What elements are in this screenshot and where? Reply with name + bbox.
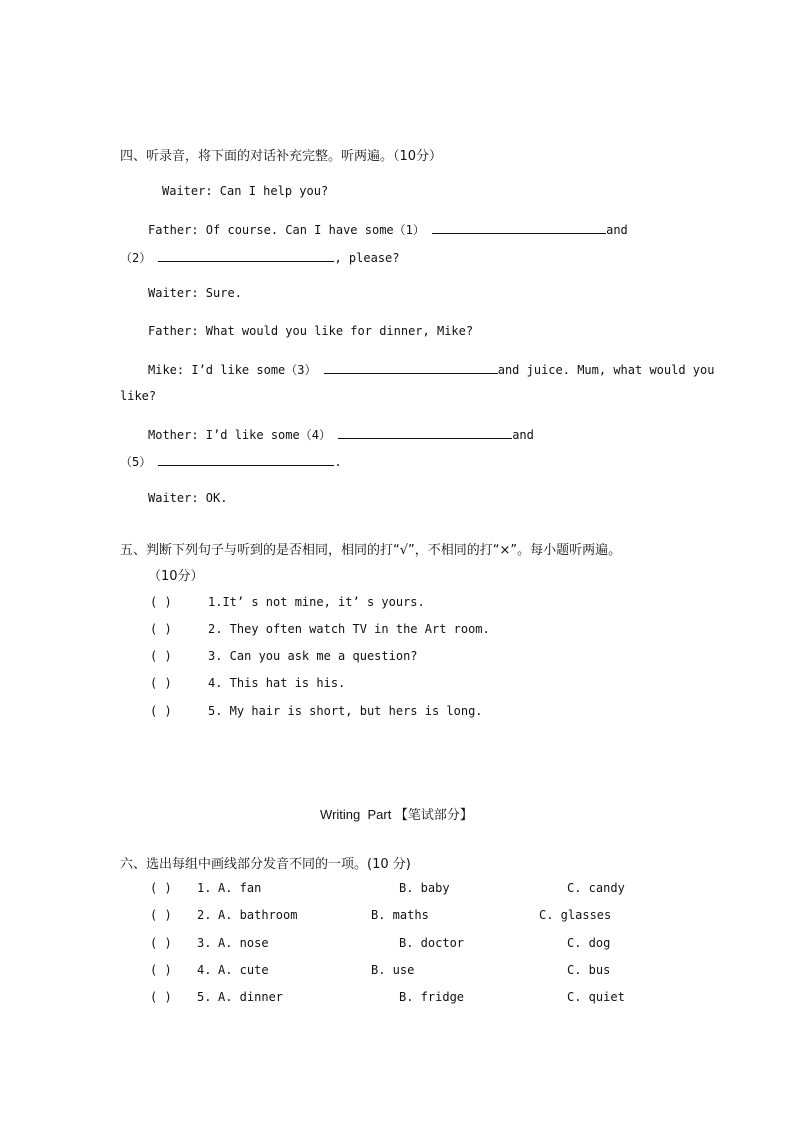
answer-paren[interactable]: ( )	[150, 676, 172, 690]
option-c: C. dog	[567, 936, 611, 950]
dialogue-text: Father: Of course. Can I have some（1）	[148, 223, 425, 237]
row-number: 3.	[197, 936, 212, 950]
option-a: A. fan	[218, 881, 262, 895]
option-b: B. maths	[371, 908, 429, 922]
dialogue-text: （5）	[120, 455, 152, 469]
dialogue-mike	[148, 361, 714, 378]
section4-heading: 四、听录音，将下面的对话补充完整。听两遍。（10分）	[120, 149, 443, 164]
answer-blank-2[interactable]	[158, 249, 334, 262]
answer-blank-3[interactable]	[324, 361, 498, 374]
row-number: 1.	[197, 881, 212, 895]
answer-blank-1[interactable]	[432, 221, 606, 234]
dialogue-father-1-cont	[120, 249, 400, 266]
item-text: 3. Can you ask me a question?	[208, 649, 418, 663]
row-number: 5.	[197, 990, 212, 1004]
option-b: B. fridge	[399, 990, 465, 1004]
dialogue-mike-cont: like?	[120, 389, 157, 403]
section5-heading: 五、判断下列句子与听到的是否相同，相同的打“√”，不相同的打“×”。每小题听两遍。	[120, 543, 622, 558]
answer-paren[interactable]: ( )	[150, 936, 172, 950]
option-a: A. bathroom	[218, 908, 298, 922]
section5-item-5	[150, 704, 483, 718]
answer-paren[interactable]: ( )	[150, 622, 172, 636]
dialogue-text: and juice. Mum, what would you	[497, 363, 715, 377]
option-c: C. bus	[567, 963, 611, 977]
section5-item-4	[150, 676, 345, 690]
answer-blank-4[interactable]	[338, 426, 512, 439]
item-text: 4. This hat is his.	[208, 676, 346, 690]
answer-paren[interactable]: ( )	[150, 595, 172, 609]
answer-paren[interactable]: ( )	[150, 990, 172, 1004]
dialogue-text: .	[334, 455, 342, 469]
option-b: B. doctor	[399, 936, 465, 950]
item-text: 5. My hair is short, but hers is long.	[208, 704, 483, 718]
dialogue-waiter-1: Waiter: Can I help you?	[162, 184, 329, 198]
section6-heading: 六、选出每组中画线部分发音不同的一项。(10 分)	[120, 857, 411, 872]
answer-paren[interactable]: ( )	[150, 963, 172, 977]
writing-part-title: Writing Part 【笔试部分】	[320, 807, 473, 822]
option-a: A. nose	[218, 936, 269, 950]
item-text: 2. They often watch TV in the Art room.	[208, 622, 490, 636]
row-number: 4.	[197, 963, 212, 977]
answer-paren[interactable]: ( )	[150, 704, 172, 718]
dialogue-waiter-3: Waiter: OK.	[148, 491, 228, 505]
dialogue-text: and	[606, 223, 628, 237]
option-c: C. glasses	[539, 908, 612, 922]
section5-item-3	[150, 649, 418, 663]
answer-paren[interactable]: ( )	[150, 649, 172, 663]
item-text: 1.It’ s not mine, it’ s yours.	[208, 595, 425, 609]
dialogue-text: Mike: I’d like some（3）	[148, 363, 317, 377]
option-c: C. quiet	[567, 990, 625, 1004]
dialogue-text: and	[512, 428, 534, 442]
section5-item-1	[150, 595, 425, 609]
option-a: A. dinner	[218, 990, 284, 1004]
dialogue-text: （2）	[120, 251, 152, 265]
dialogue-text: , please?	[334, 251, 400, 265]
dialogue-father-1	[148, 221, 628, 238]
dialogue-father-2: Father: What would you like for dinner, Mike?	[148, 324, 474, 338]
option-b: B. baby	[399, 881, 450, 895]
option-b: B. use	[371, 963, 415, 977]
row-number: 2.	[197, 908, 212, 922]
dialogue-text: Mother: I’d like some（4）	[148, 428, 331, 442]
dialogue-mother-cont	[120, 453, 342, 470]
section5-points: （10分）	[148, 569, 204, 584]
answer-paren[interactable]: ( )	[150, 908, 172, 922]
option-c: C. candy	[567, 881, 625, 895]
dialogue-waiter-2: Waiter: Sure.	[148, 286, 242, 300]
answer-paren[interactable]: ( )	[150, 881, 172, 895]
option-a: A. cute	[218, 963, 269, 977]
answer-blank-5[interactable]	[158, 453, 334, 466]
section5-item-2	[150, 622, 490, 636]
dialogue-mother	[148, 426, 534, 443]
